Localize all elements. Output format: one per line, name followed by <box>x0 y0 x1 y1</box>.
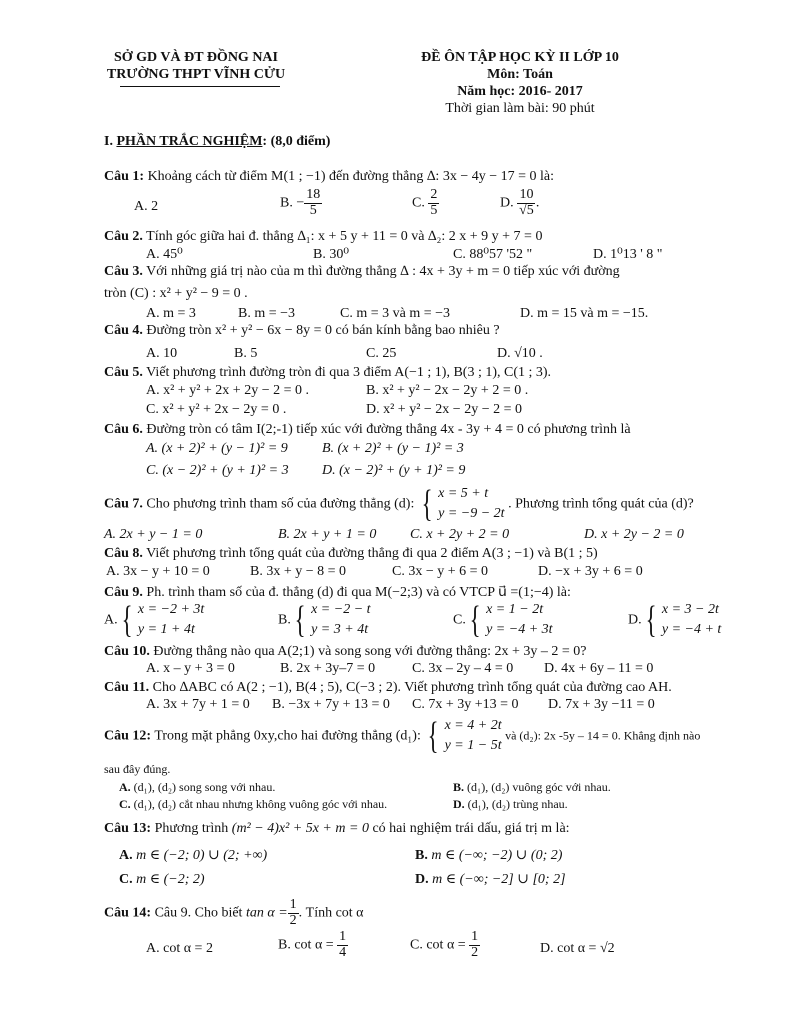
q10-option-a: A. x – y + 3 = 0 <box>146 661 235 676</box>
q14-option-c: C. cot α = $\frac{1}{2}$ <box>410 929 479 960</box>
q3-option-d: D. m = 15 và m = −15. <box>520 306 649 321</box>
q8-option-a: A. 3x − y + 10 = 0 <box>106 564 210 579</box>
section-title: I. PHẦN TRẮC NGHIỆM: (8,0 điểm) <box>104 134 331 149</box>
q12-option-d: D. (d₁), (d₂) trùng nhau. <box>453 797 568 811</box>
school-name: TRƯỜNG THPT VĨNH CỬU <box>106 67 286 82</box>
q9-option-b: B.{ x = −2 − t y = 3 + 4t <box>278 599 371 642</box>
school-department: SỞ GD VÀ ĐT ĐỒNG NAI <box>113 50 278 65</box>
school-year: Năm học: 2016- 2017 <box>457 84 583 99</box>
question-12-line2: sau đây đúng. <box>104 762 171 776</box>
q10-option-b: B. 2x + 3y–7 = 0 <box>280 661 376 676</box>
exam-duration: Thời gian làm bài: 90 phút <box>445 101 595 116</box>
question-12: Câu 12: Trong mặt phẳng 0xy,cho hai đường thẳng (d₁): { x = 4 + 2t y = 1 − 5t và (d₂): 2x -5y – 14 = 0. Khẳng định nào <box>104 715 701 758</box>
question-2: Câu 2. Tính góc giữa hai đ. thẳng ∆₁: x + 5 y + 11 = 0 và ∆₂: 2 x + 9 y + 7 = 0 <box>104 229 543 244</box>
q4-option-d: D. √10 . <box>497 346 543 361</box>
q7-option-c: C. x + 2y + 2 = 0 <box>410 527 510 542</box>
q13-option-b: B. m ∈ (−∞; −2) ∪ (0; 2) <box>415 848 563 863</box>
q11-option-a: A. 3x + 7y + 1 = 0 <box>146 697 250 712</box>
q3-option-b: B. m = −3 <box>238 306 296 321</box>
q2-option-d: D. 1⁰13 ' 8 " <box>593 247 663 262</box>
question-9: Câu 9. Ph. trình tham số của đ. thẳng (d) đi qua M(−2;3) và có VTCP u⃗ =(1;−4) là: <box>104 585 571 600</box>
question-10: Câu 10. Đường thẳng nào qua A(2;1) và song song với đường thẳng: 2x + 3y – 2 = 0? <box>104 644 587 659</box>
q11-option-b: B. −3x + 7y + 13 = 0 <box>272 697 390 712</box>
q1-option-b: B. − $\frac{18}{5}$ <box>280 187 321 218</box>
q5-option-d: D. x² + y² − 2x − 2y − 2 = 0 <box>366 402 522 417</box>
q5-option-b: B. x² + y² − 2x − 2y + 2 = 0 . <box>366 383 529 398</box>
question-3-line2: tròn (C) : x² + y² − 9 = 0 . <box>104 286 248 301</box>
q12-option-b: B. (d₁), (d₂) vuông góc với nhau. <box>453 780 611 794</box>
q12-option-a: A. (d₁), (d₂) song song với nhau. <box>119 780 276 794</box>
q12-option-c: C. (d₁), (d₂) cắt nhau nhưng không vuông góc với nhau. <box>119 797 388 811</box>
q13-option-c: C. m ∈ (−2; 2) <box>119 872 205 887</box>
q6-option-d: D. (x − 2)² + (y + 1)² = 9 <box>322 463 466 478</box>
q1-option-a: A. 2 <box>134 199 159 214</box>
q2-option-b: B. 30⁰ <box>313 247 349 262</box>
q8-option-c: C. 3x − y + 6 = 0 <box>392 564 489 579</box>
header-underline <box>120 86 280 87</box>
q3-option-c: C. m = 3 và m = −3 <box>340 306 451 321</box>
subject: Môn: Toán <box>487 67 553 82</box>
q8-option-d: D. −x + 3y + 6 = 0 <box>538 564 643 579</box>
q6-option-c: C. (x − 2)² + (y + 1)² = 3 <box>146 463 289 478</box>
question-6: Câu 6. Đường tròn có tâm I(2;-1) tiếp xúc với đường thẳng 4x - 3y + 4 = 0 có phương trình là <box>104 422 631 437</box>
question-14: Câu 14: Câu 9. Cho biết tan α = $\frac{1}{2}$ . Tính cot α <box>104 897 364 928</box>
q6-option-b: B. (x + 2)² + (y − 1)² = 3 <box>322 441 464 456</box>
q8-option-b: B. 3x + y − 8 = 0 <box>250 564 347 579</box>
q5-option-c: C. x² + y² + 2x − 2y = 0 . <box>146 402 287 417</box>
q9-option-d: D.{ x = 3 − 2t y = −4 + t <box>628 599 722 642</box>
q14-option-b: B. cot α = $\frac{1}{4}$ <box>278 929 347 960</box>
q3-option-a: A. m = 3 <box>146 306 196 321</box>
q2-option-a: A. 45⁰ <box>146 247 183 262</box>
q4-option-a: A. 10 <box>146 346 178 361</box>
brace-symbol: { <box>421 483 433 526</box>
question-1: Câu 1: Khoảng cách từ điểm M(1 ; −1) đến đường thẳng ∆: 3x − 4y − 17 = 0 là: <box>104 169 554 184</box>
q7-option-a: A. 2x + y − 1 = 0 <box>104 527 203 542</box>
question-3: Câu 3. Với những giá trị nào của m thì đường thẳng ∆ : 4x + 3y + m = 0 tiếp xúc với đường <box>104 264 620 279</box>
q4-option-c: C. 25 <box>366 346 397 361</box>
q4-option-b: B. 5 <box>234 346 258 361</box>
q14-option-a: A. cot α = 2 <box>146 941 213 956</box>
q9-option-a: A.{ x = −2 + 3t y = 1 + 4t <box>104 599 205 642</box>
question-7: Câu 7. Cho phương trình tham số của đường thẳng (d): { x = 5 + t y = −9 − 2t . Phương trình tổng quát của (d)? <box>104 483 694 526</box>
q6-option-a: A. (x + 2)² + (y − 1)² = 9 <box>146 441 288 456</box>
q7-option-d: D. x + 2y − 2 = 0 <box>584 527 684 542</box>
q1-option-d: D. $\frac{10}{√5}$ . <box>500 187 540 218</box>
question-11: Câu 11. Cho ∆ABC có A(2 ; −1), B(4 ; 5), C(−3 ; 2). Viết phương trình tổng quát của đường cao AH. <box>104 680 672 695</box>
q11-option-d: D. 7x + 3y −11 = 0 <box>548 697 655 712</box>
q14-option-d: D. cot α = √2 <box>540 941 615 956</box>
q9-option-c: C.{ x = 1 − 2t y = −4 + 3t <box>453 599 553 642</box>
question-5: Câu 5. Viết phương trình đường tròn đi qua 3 điểm A(−1 ; 1), B(3 ; 1), C(1 ; 3). <box>104 365 552 380</box>
q5-option-a: A. x² + y² + 2x + 2y − 2 = 0 . <box>146 383 309 398</box>
q11-option-c: C. 7x + 3y +13 = 0 <box>412 697 519 712</box>
q2-option-c: C. 88⁰57 '52 " <box>453 247 533 262</box>
q10-option-d: D. 4x + 6y – 11 = 0 <box>544 661 654 676</box>
question-13: Câu 13: Phương trình (m² − 4)x² + 5x + m = 0 có hai nghiệm trái dấu, giá trị m là: <box>104 821 570 836</box>
q7-option-b: B. 2x + y + 1 = 0 <box>278 527 377 542</box>
q13-option-a: A. m ∈ (−2; 0) ∪ (2; +∞) <box>119 848 268 863</box>
q10-option-c: C. 3x – 2y – 4 = 0 <box>412 661 514 676</box>
q13-option-d: D. m ∈ (−∞; −2] ∪ [0; 2] <box>415 872 566 887</box>
exam-title: ĐỀ ÔN TẬP HỌC KỲ II LỚP 10 <box>421 50 619 65</box>
question-8: Câu 8. Viết phương trình tổng quát của đường thẳng đi qua 2 điểm A(3 ; −1) và B(1 ; 5) <box>104 546 598 561</box>
question-4: Câu 4. Đường tròn x² + y² − 6x − 8y = 0 có bán kính bằng bao nhiêu ? <box>104 323 500 338</box>
q1-option-c: C. $\frac{2}{5}$ <box>412 187 438 218</box>
